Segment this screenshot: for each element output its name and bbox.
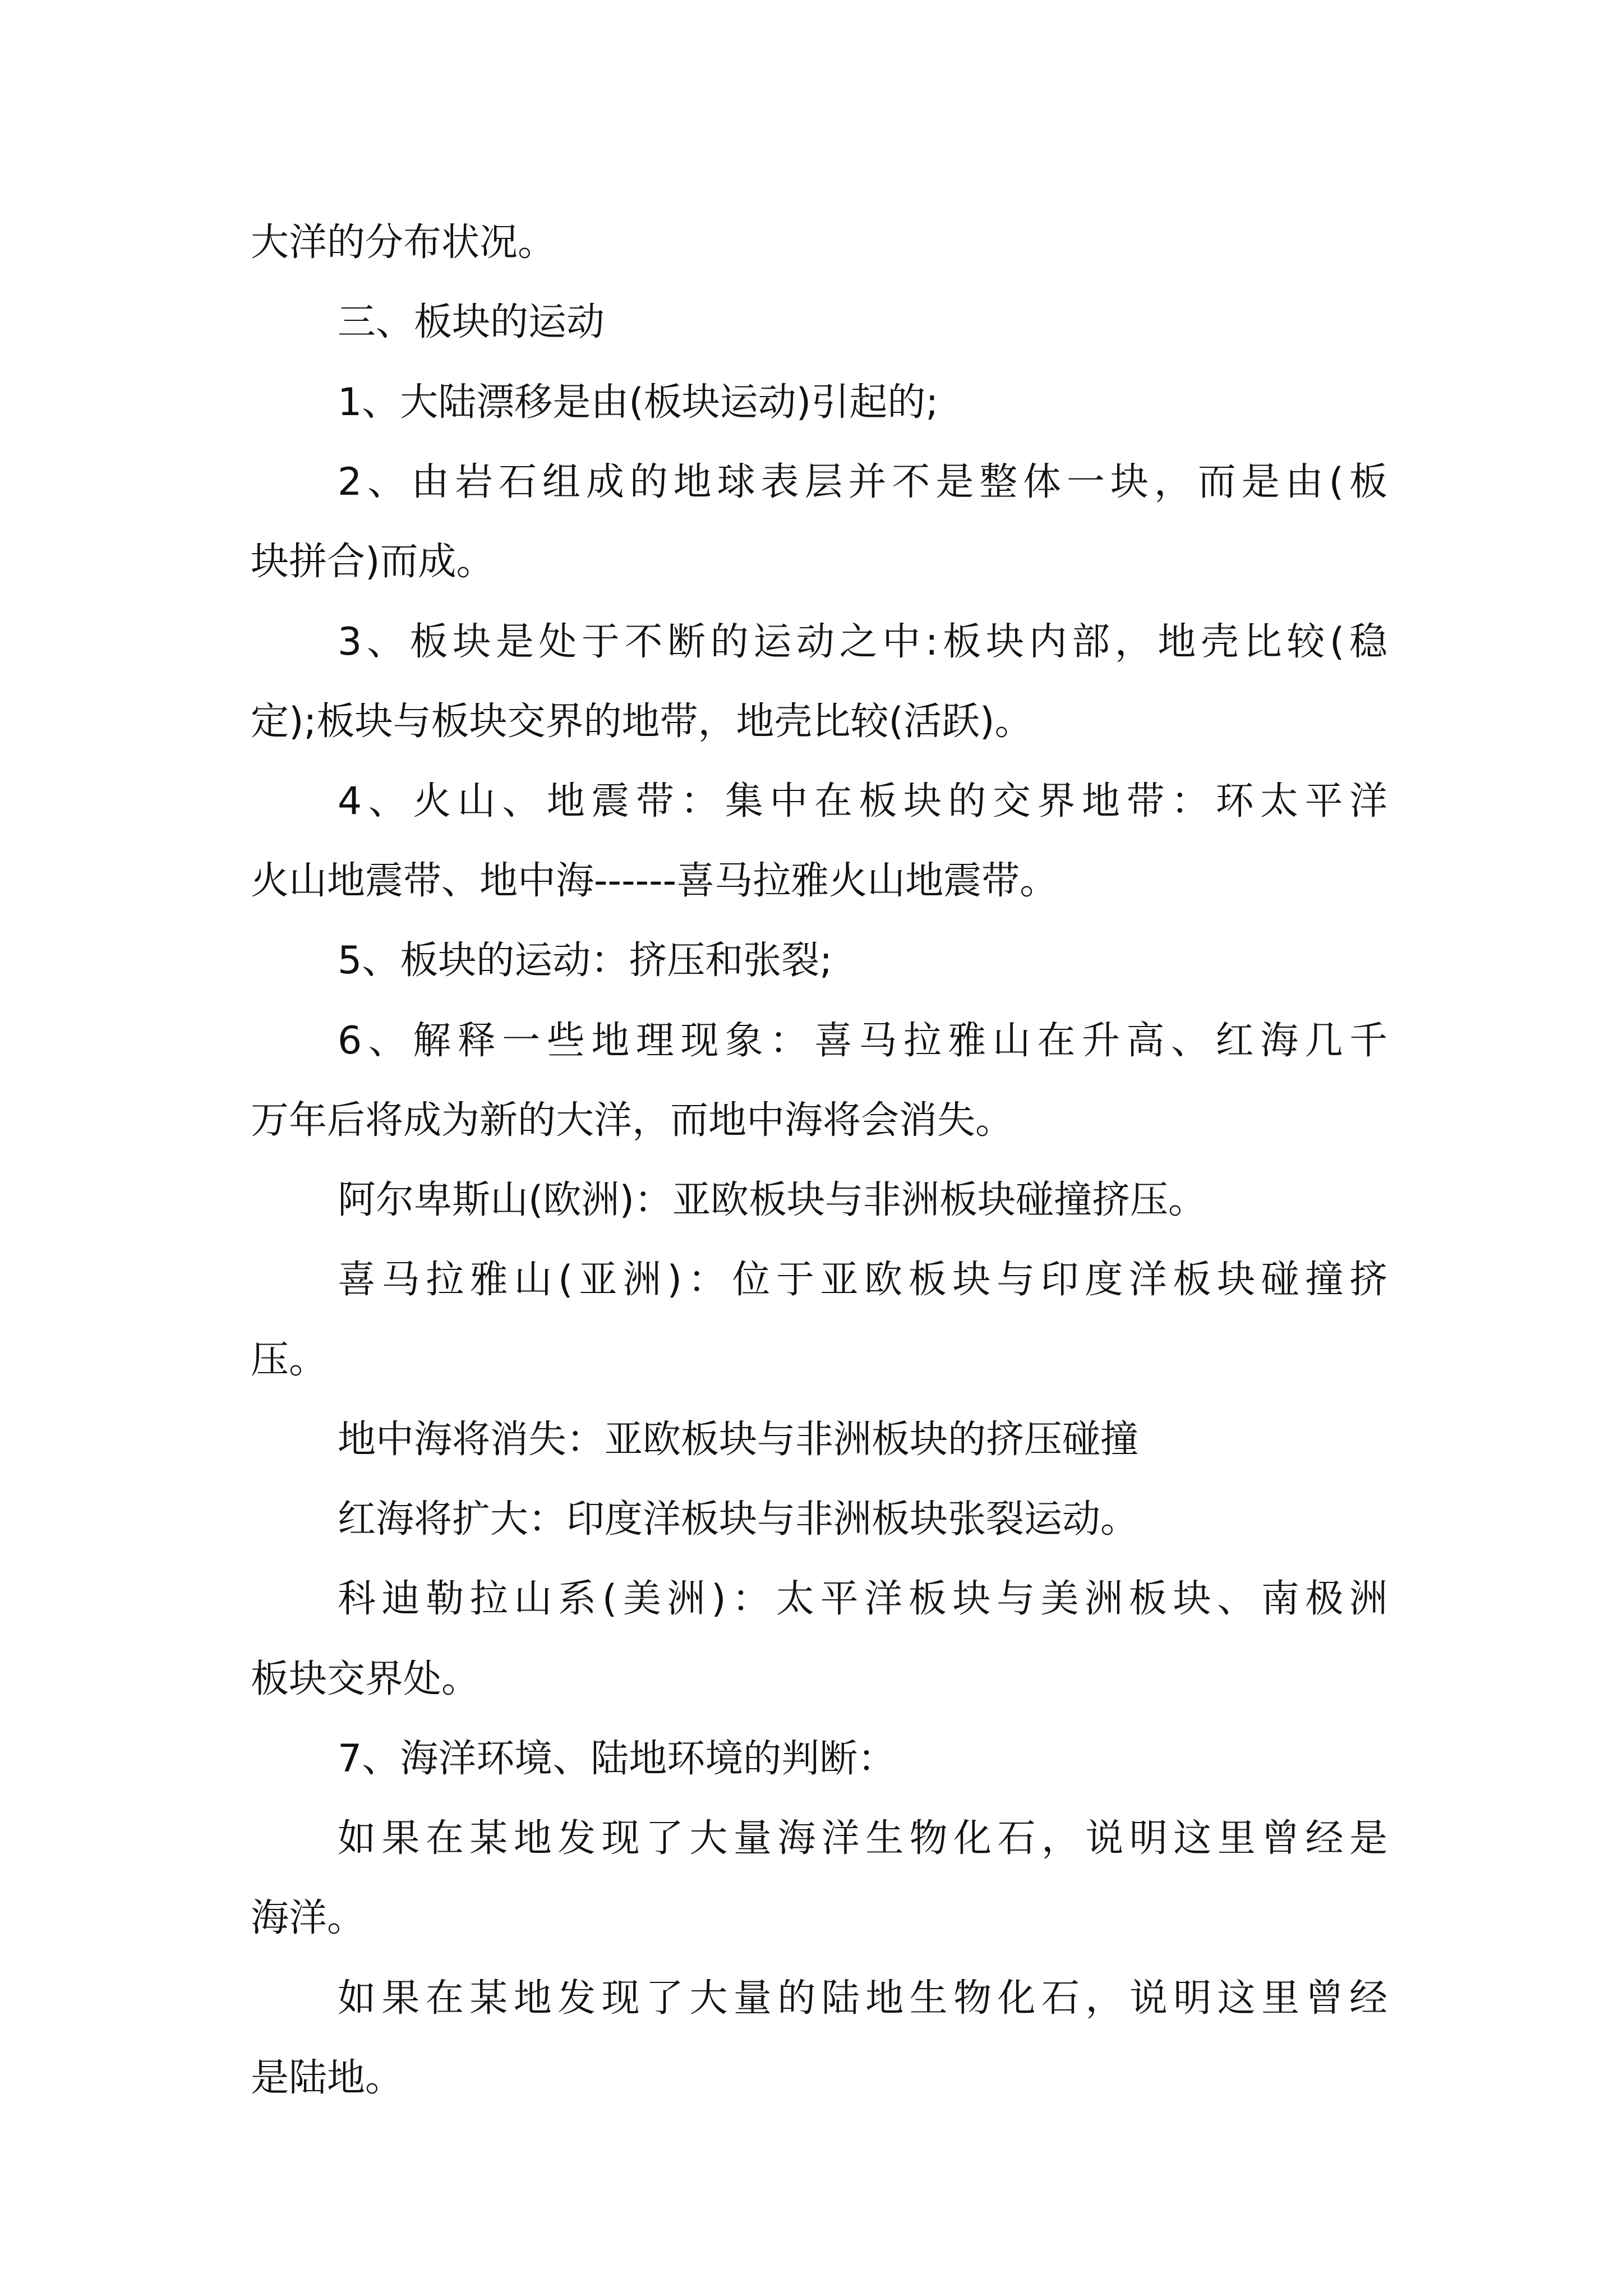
text-line: 1、大陆漂移是由(板块运动)引起的;: [338, 380, 939, 425]
text-line: 3、板块是处于不断的运动之中:板块内部，地壳比较(稳: [338, 620, 1387, 664]
text-line: 是陆地。: [251, 2056, 404, 2100]
section-heading: 三、板块的运动: [338, 300, 605, 344]
text-line: 如果在某地发现了大量的陆地生物化石，说明这里曾经: [338, 1976, 1387, 2021]
text-line: 喜马拉雅山(亚洲)：位于亚欧板块与印度洋板块碰撞挤: [338, 1258, 1387, 1302]
text-line: 火山地震带、地中海------喜马拉雅火山地震带。: [251, 859, 1058, 903]
text-line: 6、解释一些地理现象：喜马拉雅山在升高、红海几千: [338, 1019, 1387, 1063]
text-line: 块拼合)而成。: [251, 540, 495, 584]
text-line: 大洋的分布状况。: [251, 220, 556, 265]
text-line: 7、海洋环境、陆地环境的判断：: [338, 1737, 896, 1781]
text-line: 4、火山、地震带：集中在板块的交界地带：环太平洋: [338, 779, 1387, 823]
text-line: 地中海将消失：亚欧板块与非洲板块的挤压碰撞: [338, 1418, 1139, 1462]
text-line: 阿尔卑斯山(欧洲)：亚欧板块与非洲板块碰撞挤压。: [338, 1178, 1207, 1222]
text-line: 如果在某地发现了大量海洋生物化石，说明这里曾经是: [338, 1816, 1387, 1861]
text-line: 压。: [251, 1338, 328, 1382]
text-line: 万年后将成为新的大洋，而地中海将会消失。: [251, 1098, 1014, 1143]
text-line: 科迪勒拉山系(美洲)：太平洋板块与美洲板块、南极洲: [338, 1577, 1387, 1621]
text-line: 5、板块的运动：挤压和张裂;: [338, 938, 833, 983]
text-line: 定);板块与板块交界的地带，地壳比较(活跃)。: [251, 700, 1033, 744]
text-line: 2、由岩石组成的地球表层并不是整体一块，而是由(板: [338, 460, 1387, 504]
text-line: 板块交界处。: [251, 1657, 480, 1701]
text-line: 海洋。: [251, 1896, 366, 1940]
text-line: 红海将扩大：印度洋板块与非洲板块张裂运动。: [338, 1497, 1139, 1542]
